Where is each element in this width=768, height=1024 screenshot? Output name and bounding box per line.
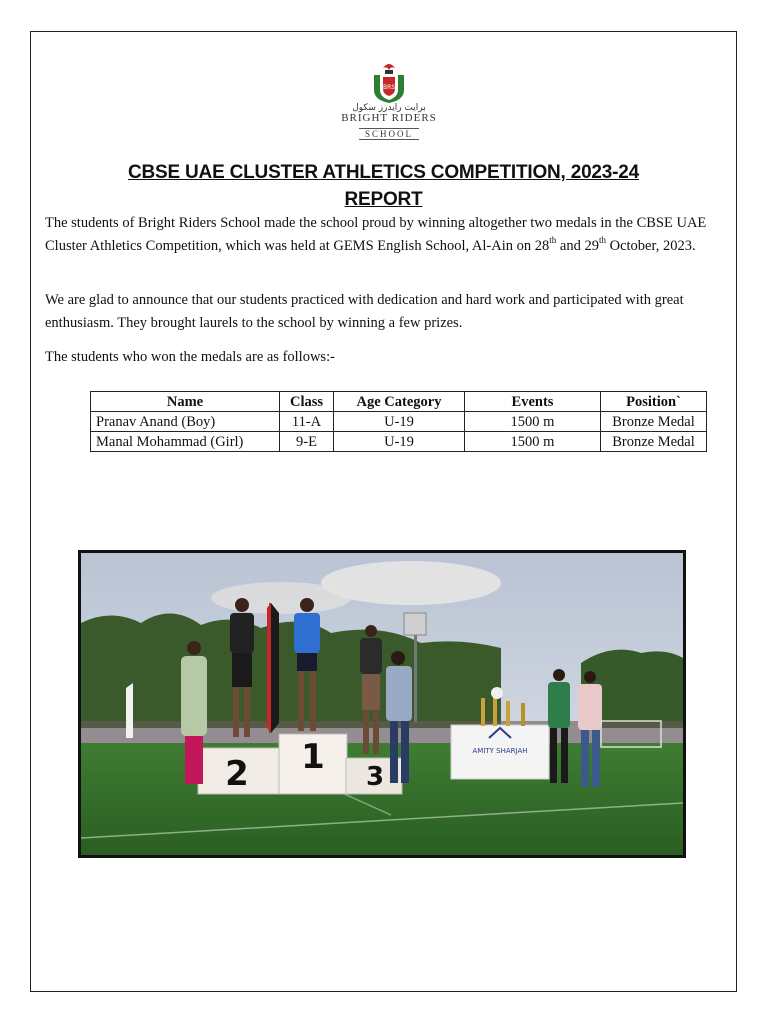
crest-text: BRS: [382, 84, 396, 91]
cell-event: 1500 m: [465, 432, 601, 452]
school-arabic-name: برايت رايدرز سكول: [352, 103, 426, 113]
intro-sup-1: th: [549, 234, 557, 245]
table-header-row: [91, 392, 707, 412]
intro-paragraph: [45, 212, 725, 257]
school-name-line2: SCHOOL: [359, 128, 419, 140]
cell-name: Manal Mohammad (Girl): [91, 432, 280, 452]
podium-label-second: 2: [225, 754, 249, 794]
header-name: Name: [91, 392, 280, 412]
document-page: [30, 31, 737, 992]
intro-text-c: October, 2023.: [605, 237, 696, 254]
school-logo: [329, 62, 449, 139]
podium-label-third: 3: [365, 762, 385, 792]
prize-table-banner: AMITY SHARJAH: [472, 747, 528, 755]
cell-position: Bronze Medal: [601, 412, 707, 432]
intro-text-b: and 29: [556, 237, 599, 254]
medal-list-intro: The students who won the medals are as follows:-: [45, 349, 335, 365]
cell-event: 1500 m: [465, 412, 601, 432]
podium-photo: [78, 550, 686, 858]
cell-class: 11-A: [280, 412, 334, 432]
table-row: [91, 412, 707, 432]
podium-photo-illustration: [81, 553, 683, 855]
header-position: Position`: [601, 392, 707, 412]
cell-position: Bronze Medal: [601, 432, 707, 452]
report-subtitle: REPORT: [344, 189, 423, 210]
announcement-paragraph: We are glad to announce that our students practiced with dedication and hard work and participated with great enthusiasm. They brought laurels to the school by winning a few prizes.: [45, 292, 684, 331]
cell-name: Pranav Anand (Boy): [91, 412, 280, 432]
intro-sup-2: th: [598, 234, 606, 245]
school-name-line1: BRIGHT RIDERS: [341, 112, 437, 124]
cell-class: 9-E: [280, 432, 334, 452]
school-crest-icon: [369, 62, 409, 104]
podium-label-first: 1: [301, 737, 325, 777]
header-class: Class: [280, 392, 334, 412]
header-events: Events: [465, 392, 601, 412]
cell-age-category: U-19: [334, 432, 465, 452]
medal-winners-table: [90, 391, 707, 452]
cell-age-category: U-19: [334, 412, 465, 432]
intro-text-a: The students of Bright Riders School made the school proud by winning altogether two medals in the CBSE UAE Cluster Athletics Competition, which was held at GEMS English School, Al-Ain on 28: [45, 215, 707, 254]
table-row: [91, 432, 707, 452]
header-age-category: Age Category: [334, 392, 465, 412]
report-title: CBSE UAE CLUSTER ATHLETICS COMPETITION, 2023-24: [127, 162, 640, 183]
